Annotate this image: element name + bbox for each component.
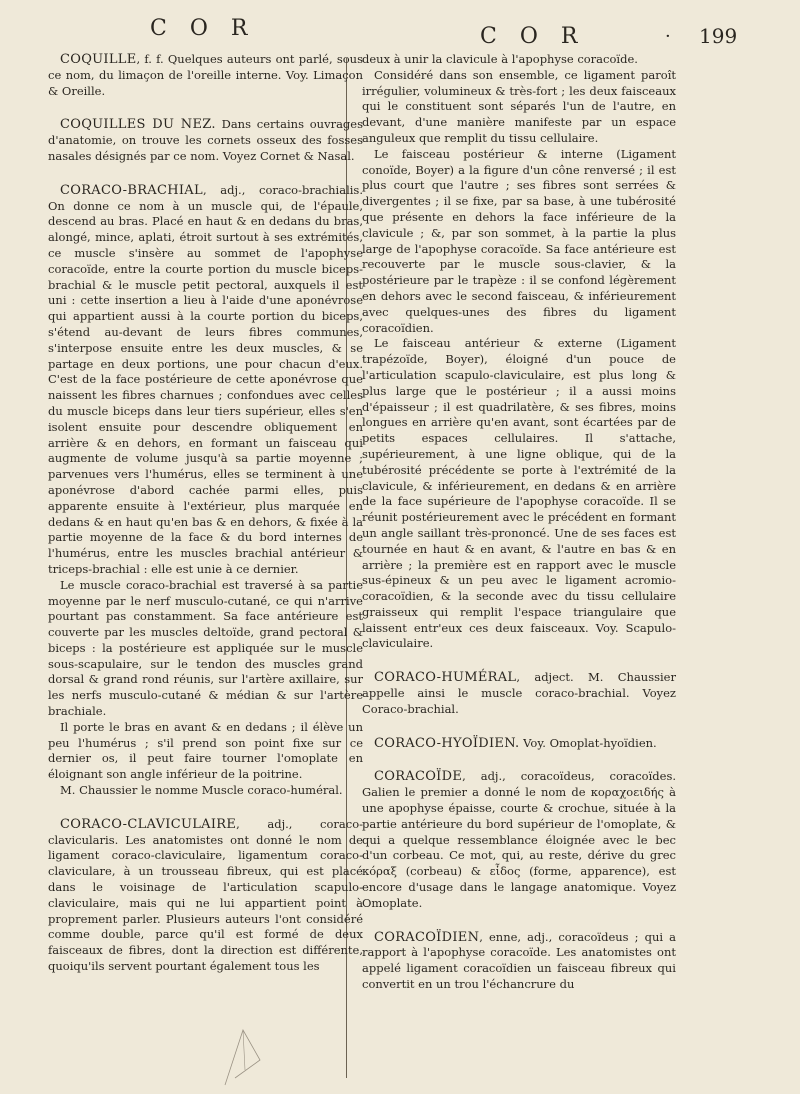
entry-paragraph: Considéré dans son ensemble, ce ligament paroît irrégulier, volumineux & très-fort ; les deux faisceaux qui le constituent sont séparés l'un de l'autre, en devant, d'une manière manifeste par un espace anguleux que remplit du tissu cellulaire. [362, 67, 676, 145]
entry-text: , adject. M. Chaussier appelle ainsi le muscle coraco-brachial. Voyez Coraco-brachial. [362, 670, 676, 716]
left-column [48, 52, 363, 993]
entry-text: , adj., coraco-brachialis. On donne ce nom à un muscle qui, de l'épaule, descend au bras. Placé en haut & en dedans du bras, alongé, mince, aplati, étroit surtout à ses extrémités, ce muscle s'insère au sommet de l'apophyse coracoïde, entre la courte portion du muscle biceps-brachial & le muscle petit pectoral, auxquels il est uni : cette insertion a lieu à l'aide d'une aponévrose qui appartient aussi à la courte portion du biceps, s'étend au-devant de leurs fibres communes, s'interpose ensuite entre les deux muscles, & se partage en deux portions, une pour chacun d'eux. C'est de la face postérieure de cette aponévrose que naissent les fibres charnues ; confondues avec celles du muscle biceps dans leur tiers supérieur, elles s'en isolent ensuite pour descendre obliquement en arrière & en dehors, en formant un faisceau qui augmente de volume jusqu'à sa partie moyenne ; parvenues vers l'humérus, elles se terminent à une aponévrose d'abord cachée parmi elles, puis apparente ensuite à l'extérieur, plus marquée en dedans & en haut qu'en bas & en dehors, & fixée à la partie moyenne de la face & du bord internes de l'humérus, entre les muscles brachial antérieur & triceps-brachial : elle est unie à ce dernier. [48, 182, 363, 576]
entry-paragraph: deux à unir la clavicule à l'apophyse coracoïde. [362, 52, 638, 66]
headword: CORACOÏDIEN [374, 929, 480, 945]
pencil-mark [215, 1020, 275, 1090]
entry-continuation [362, 52, 676, 652]
headword: COQUILLE [60, 52, 137, 67]
right-column [362, 52, 676, 1011]
entry-coraco-brachial [48, 183, 363, 799]
entry-paragraph: M. Chaussier le nomme Muscle coraco-huméral. [60, 783, 343, 798]
entry-paragraph: Le faisceau postérieur & interne (Ligament conoïde, Boyer) a la figure d'un cône renversé ; il est plus court que l'autre ; ses fibres sont serrées & divergentes ; il se fixe, par sa base, à une tubérosité que présente en dehors la face inférieure de la clavicule ; &, par son sommet, à la partie la plus large de l'apophyse coracoïde. Sa face antérieure est recouverte par le muscle sous-clavier, & la postérieure par le trapèze : il se confond légèrement en dehors avec le second faisceau, & inférieurement avec quelques-unes des fibres du ligament coracoïdien. [362, 146, 676, 335]
headword: CORACO-HYOÏDIEN. [374, 735, 520, 751]
entry-coraco-hyoidien [362, 736, 676, 752]
entry-coraco-humeral [362, 670, 676, 717]
left-running-header: C O R [150, 16, 256, 41]
headword: CORACO-CLAVICULAIRE [60, 816, 237, 832]
page-number: 199 [699, 24, 738, 48]
headword: CORACO-HUMÉRAL [374, 670, 517, 686]
header-dot: · [665, 26, 671, 47]
entry-text: Voy. Omoplat-hyoïdien. [519, 735, 657, 750]
entry-paragraph: Le muscle coraco-brachial est traversé à sa partie moyenne par le nerf musculo-cutané, ce qui n'arrive pourtant pas constamment. Sa face antérieure est couverte par les muscles deltoïde, grand pectoral & biceps : la postérieure est appliquée sur le muscle sous-scapulaire, sur le tendon des muscles grand dorsal & grand rond réunis, sur l'artère axillaire, sur les nerfs musculo-cutané & médian & sur l'artère brachiale. [48, 577, 363, 719]
entry-text: , adj., coracoïdeus, coracoïdes. Galien le premier a donné le nom de κοραχοειδής à une apophyse épaisse, courte & crochue, située à la partie antérieure du bord supérieur de l'omoplate, & qui a quelque ressemblance éloignée avec le bec d'un corbeau. Ce mot, qui, au reste, dérive du grec κόραξ (corbeau) & εἶδος (forme, apparence), est encore d'usage dans le langage anatomique. Voyez Omoplate. [362, 769, 676, 910]
entry-paragraph: Le faisceau antérieur & externe (Ligament trapézoïde, Boyer), éloigné d'un pouce de l'articulation scapulo-claviculaire, est plus long & plus large que le postérieur ; il a aussi moins d'épaisseur ; il est quadrilatère, & ses fibres, moins longues en arrière qu'en avant, sont écartées par de petits espaces cellulaires. Il s'attache, supérieurement, à une ligne oblique, qui de la tubérosité précédente se porte à l'extrémité de la clavicule, & inférieurement, en dedans & en arrière de la face supérieure de l'apophyse coracoïde. Il se réunit postérieurement avec le précédent en formant un angle saillant très-prononcé. Une de ses faces est tournée en haut & en avant, & l'autre en bas & en arrière ; la première est en rapport avec le muscle sus-épineux & un peu avec le ligament acromio-coracoïdien, & la seconde avec du tissu cellulaire graisseux qui remplit l'espace triangulaire que laissent entr'eux ces deux faisceaux. Voy. Scapulo-claviculaire. [362, 336, 676, 651]
entry-text: Dans certains ouvrages d'anatomie, on trouve les cornets osseux des fosses nasales désignés par ce nom. Voyez Cornet & Nasal. [48, 117, 363, 163]
entry-coquilles-du-nez [48, 117, 363, 164]
entry-coquille [48, 52, 363, 99]
entry-text: , enne, adj., coracoïdeus ; qui a rapport à l'apophyse coracoïde. Les anatomistes ont appelé ligament coracoïdien un faisceau fibreux qui convertit en un trou l'échancrure du [362, 929, 676, 992]
headword: COQUILLES DU NEZ. [60, 117, 216, 133]
entry-text: , f. f. Quelques auteurs ont parlé, sous ce nom, du limaçon de l'oreille interne. Voy. Limaçon & Oreille. [48, 52, 363, 98]
headword: CORACO-BRACHIAL [60, 182, 203, 198]
entry-text: , adj., coraco-clavicularis. Les anatomistes ont donné le nom de ligament coraco-claviculaire, ligamentum coraco-claviculare, à un trousseau fibreux, qui est placé dans le voisinage de l'articulation scapulo-claviculaire, mais qui ne lui appartient point à proprement parler. Plusieurs auteurs l'ont considéré comme double, parce qu'il est formé de deux faisceaux de fibres, dont la direction est différente, quoiqu'ils servent pourtant également tous les [48, 816, 363, 974]
right-running-header: C O R [480, 24, 586, 49]
entry-coracoidien [362, 930, 676, 993]
headword: CORACOÏDE [374, 769, 463, 785]
entry-paragraph: Il porte le bras en avant & en dedans ; il élève un peu l'humérus ; s'il prend son point fixe sur ce dernier os, il peut faire tourner l'omoplate en éloignant son angle inférieur de la poitrine. [48, 719, 363, 782]
entry-coraco-claviculaire [48, 817, 363, 975]
entry-paragraph [48, 183, 363, 578]
entry-coracoide [362, 769, 676, 911]
